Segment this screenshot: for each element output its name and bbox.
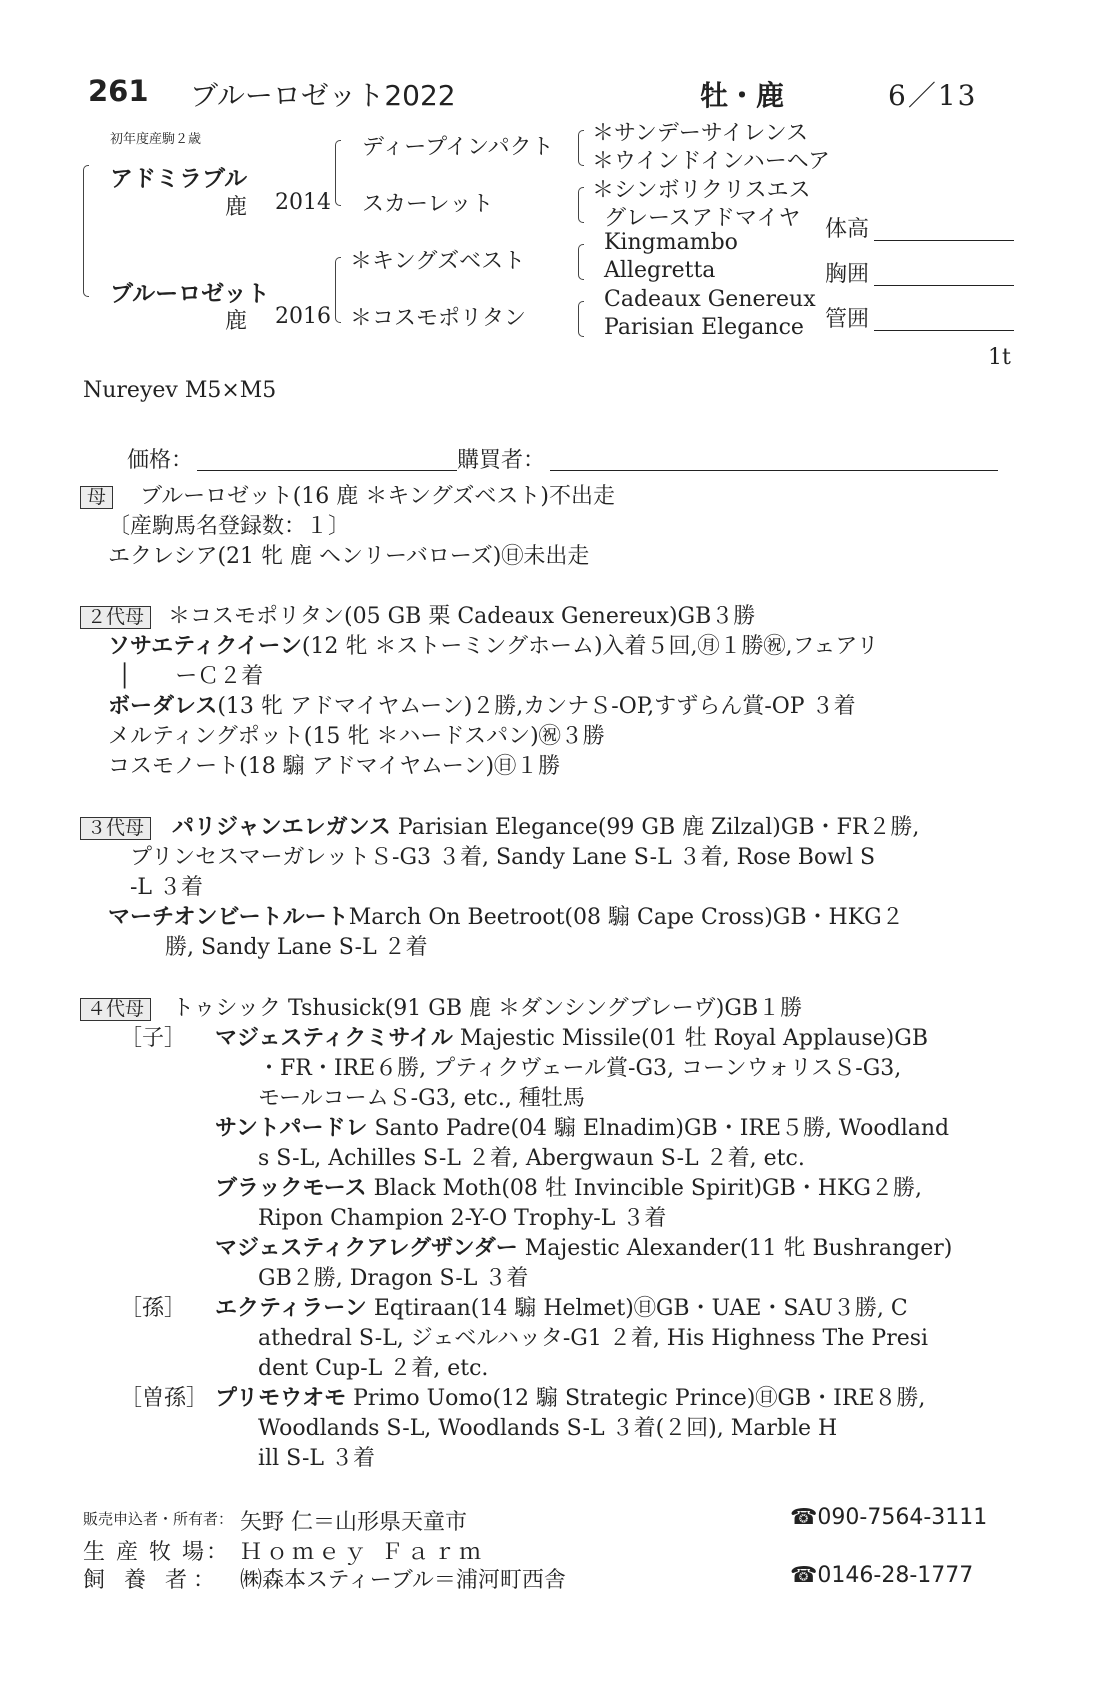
g4-foal-b (215, 1114, 949, 1144)
breeder-value: ㈱森本スティーブル＝浦河町西舎 (240, 1568, 566, 1593)
price-label: 価格： (127, 448, 194, 473)
dam-tag: 母 (80, 486, 113, 509)
gen2-bracket-top (335, 140, 341, 206)
cannon-label: 管囲 (825, 307, 870, 332)
lt-note: 1t (988, 345, 1011, 370)
g4-foal-c-c1: Ripon Champion 2-Y-O Trophy-L ３着 (258, 1206, 667, 1231)
g3-foal-1-name: マーチオンビートルート (108, 905, 349, 930)
g3-tag: ３代母 (80, 817, 151, 840)
gen3-4: グレースアドマイヤ (604, 206, 801, 231)
gen3-bracket-2 (578, 187, 584, 223)
g4-foal-d-detail: Majestic Alexander(11 牝 Bushranger) (524, 1236, 953, 1261)
g3-dam-name: パリジャンエレガンス (172, 815, 391, 840)
ko-label: ［子］ (120, 1026, 187, 1051)
g4-foal-f (215, 1384, 925, 1414)
sex-color: 牡・鹿 (700, 79, 785, 112)
seller-label: 販売申込者・所有者： (83, 1510, 234, 1528)
price-field[interactable] (197, 470, 457, 471)
gen3-8: Parisian Elegance (604, 315, 804, 340)
inbreeding: Nureyev M5×M5 (83, 378, 277, 403)
breeder-label: 飼 養 者： (83, 1568, 221, 1593)
g4-foal-d (215, 1234, 952, 1264)
buyer-field[interactable] (550, 470, 998, 471)
gen3-3: ＊シンボリクリスエス (592, 178, 811, 203)
g4-foal-a-c1: ・FR・IRE６勝, プティクヴェール賞-G3, コーンウォリスＳ-G3, (258, 1056, 902, 1081)
height-label: 体高 (825, 217, 870, 242)
g4-foal-e-c1: athedral S-L, ジェベルハッタ-G1 ２着, His Highness The Presi (258, 1326, 929, 1351)
horse-name: ブルーロゼット2022 (190, 79, 456, 112)
sire-note: 初年度産駒２歳 (110, 132, 202, 147)
g4-foal-c (215, 1174, 922, 1204)
g4-foal-a (215, 1024, 928, 1054)
seller-value: 矢野 仁＝山形県天童市 (240, 1510, 467, 1535)
g2-foal-2 (108, 692, 856, 722)
farm-value: Ｈｏｍｅｙ Ｆａｒｍ (240, 1540, 485, 1565)
g3-section (80, 813, 919, 843)
himago-label: ［曽孫］ (120, 1386, 209, 1411)
dam-produce-count: 〔産駒馬名登録数：１〕 (108, 514, 351, 539)
dam-line: ブルーロゼット(16 鹿 ＊キングズベスト)不出走 (140, 484, 615, 509)
g2-dam-line: ＊コスモポリタン(05 GB 栗 Cadeaux Genereux)GB３勝 (168, 604, 756, 629)
g2-foal-1-detail: (12 牝 ＊ストーミングホーム)入着５回,㊊１勝㊗,フェアリ (301, 634, 879, 659)
gen2-sire-dam: スカーレット (362, 192, 494, 217)
mago-label: ［孫］ (120, 1296, 187, 1321)
gen3-2: ＊ウインドインハーヘア (592, 149, 831, 174)
g4-foal-d-name: マジェスティクアレグザンダー (215, 1236, 518, 1261)
seller-phone: ☎090-7564-3111 (790, 1505, 988, 1530)
gen3-bracket-3 (578, 244, 584, 280)
g4-foal-e-detail: Eqtiraan(14 騸 Helmet)㊐GB・UAE・SAU３勝, C (373, 1296, 908, 1321)
birth-date: 6／13 (888, 79, 978, 112)
g3-dam-detail: Parisian Elegance(99 GB 鹿 Zilzal)GB・FR２勝, (397, 815, 920, 840)
g2-foal-1-name: ソサエティクイーン (108, 634, 302, 659)
g4-foal-f-name: プリモウオモ (215, 1386, 347, 1411)
dam-section (80, 482, 615, 512)
gen3-5: Kingmambo (604, 230, 738, 255)
g4-foal-f-c1: Woodlands S-L, Woodlands S-L ３着(２回), Marble H (258, 1416, 838, 1441)
g3-dam-cont2: -L ３着 (130, 875, 204, 900)
g3-foal-1-detail: March On Beetroot(08 騸 Cape Cross)GB・HKG２ (348, 905, 904, 930)
chest-field[interactable] (874, 285, 1014, 286)
g2-foal-3: メルティングポット(15 牝 ＊ハードスパン)㊗３勝 (108, 724, 605, 749)
g4-foal-c-detail: Black Moth(08 牡 Invincible Spirit)GB・HKG２勝, (373, 1176, 922, 1201)
g4-foal-a-detail: Majestic Missile(01 牡 Royal Applause)GB (459, 1026, 928, 1051)
gen3-1: ＊サンデーサイレンス (592, 121, 809, 146)
g4-dam-line: トゥシック Tshusick(91 GB 鹿 ＊ダンシングブレーヴ)GB１勝 (172, 996, 803, 1021)
g4-foal-e-name: エクティラーン (215, 1296, 367, 1321)
cannon-field[interactable] (874, 330, 1014, 331)
breeder-phone: ☎0146-28-1777 (790, 1563, 974, 1588)
g4-foal-b-detail: Santo Padre(04 騸 Elnadim)GB・IRE５勝, Woodland (374, 1116, 950, 1141)
g4-foal-f-detail: Primo Uomo(12 騸 Strategic Prince)㊐GB・IRE８勝, (353, 1386, 926, 1411)
gen2-dam-sire: ＊キングズベスト (350, 249, 526, 274)
dam-year: 2016 (275, 304, 331, 329)
sire-color: 鹿 (225, 195, 248, 220)
g4-tag: ４代母 (80, 998, 151, 1021)
g4-foal-b-name: サントパードレ (215, 1116, 368, 1141)
dam-name: ブルーロゼット (110, 281, 270, 307)
g4-foal-d-c1: GB２勝, Dragon S-L ３着 (258, 1266, 529, 1291)
g4-section (80, 994, 802, 1024)
gen2-bracket-bottom (335, 257, 341, 323)
g2-foal-2-detail: (13 牝 アドマイヤムーン)２勝,カンナＳ-OP,すずらん賞-OP ３着 (217, 694, 856, 719)
gen3-7: Cadeaux Genereux (604, 287, 816, 312)
g2-foal-4: コスモノート(18 騸 アドマイヤムーン)㊐１勝 (108, 754, 561, 779)
g2-foal-2-name: ボーダレス (108, 694, 218, 719)
sire-name: アドミラブル (110, 166, 248, 192)
g4-foal-c-name: ブラックモース (215, 1176, 367, 1201)
chest-label: 胸囲 (825, 262, 870, 287)
g2-tag: ２代母 (80, 606, 151, 629)
gen3-6: Allegretta (604, 258, 716, 283)
g4-foal-a-c2: モールコームＳ-G3, etc., 種牡馬 (258, 1086, 585, 1111)
gen2-sire-sire: ディープインパクト (362, 135, 554, 160)
g4-foal-f-c2: ill S-L ３着 (258, 1446, 376, 1471)
lot-number: 261 (88, 74, 149, 108)
gen2-dam-dam: ＊コスモポリタン (350, 306, 527, 331)
g4-foal-a-name: マジェスティクミサイル (215, 1026, 453, 1051)
g2-section (80, 602, 755, 632)
dam-foal-1: エクレシア(21 牝 鹿 ヘンリーバローズ)㊐未出走 (108, 544, 590, 569)
g2-foal-1-cont: │ ーＣ２着 (118, 664, 264, 689)
g4-foal-e (215, 1294, 908, 1324)
g3-foal-1 (108, 903, 904, 933)
sire-year: 2014 (275, 190, 331, 215)
pedigree-bracket (83, 165, 89, 297)
g3-foal-1-cont: 勝, Sandy Lane S-L ２着 (165, 935, 428, 960)
g2-foal-1 (108, 632, 879, 662)
buyer-label: 購買者： (457, 448, 546, 473)
g4-foal-b-c1: s S-L, Achilles S-L ２着, Abergwaun S-L ２着, etc. (258, 1146, 805, 1171)
farm-label: 生 産 牧 場： (83, 1540, 230, 1565)
g4-foal-e-c2: dent Cup-L ２着, etc. (258, 1356, 489, 1381)
gen3-bracket-4 (578, 301, 584, 337)
dam-color: 鹿 (225, 309, 248, 334)
height-field[interactable] (874, 240, 1014, 241)
g3-dam-cont: プリンセスマーガレットＳ-G3 ３着, Sandy Lane S-L ３着, Rose Bowl S (130, 845, 876, 870)
gen3-bracket-1 (578, 130, 584, 166)
